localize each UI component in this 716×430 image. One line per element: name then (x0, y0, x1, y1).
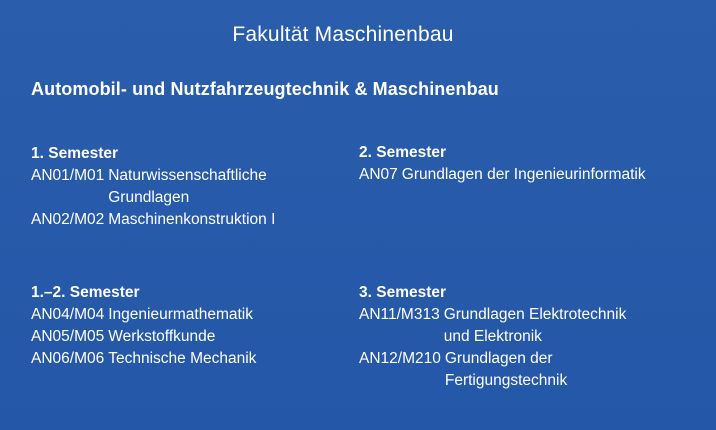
course-name (445, 348, 567, 392)
course-name: Technische Mechanik (108, 350, 257, 367)
course-code: AN05/M05 (31, 328, 105, 345)
semester-heading: 1. Semester (31, 145, 119, 162)
course-item (31, 348, 256, 370)
course-code: AN12/M210 (359, 350, 441, 367)
course-item (31, 209, 275, 231)
course-code: AN01/M01 (31, 167, 105, 184)
course-item (359, 348, 626, 392)
page-subtitle: Automobil- und Nutzfahrzeugtechnik & Maschinenbau (31, 79, 499, 99)
course-item (31, 326, 256, 348)
course-code: AN04/M04 (31, 306, 105, 323)
course-name-line1: Grundlagen der (444, 350, 553, 367)
page-title: Fakultät Maschinenbau (232, 23, 454, 46)
course-name (444, 304, 627, 348)
course-code: AN06/M06 (31, 350, 105, 367)
semester-block-3 (31, 282, 256, 370)
semester-heading: 1.–2. Semester (31, 284, 140, 301)
course-item (359, 164, 646, 186)
course-name-line2: Grundlagen (108, 189, 190, 206)
course-item (31, 165, 275, 209)
course-name-line2: Fertigungstechnik (444, 372, 568, 389)
semester-block-4 (359, 282, 626, 392)
course-code: AN11/M313 (359, 306, 440, 323)
semester-block-2 (359, 142, 646, 186)
course-name-line2: und Elektronik (443, 328, 542, 345)
semester-block-1 (31, 143, 275, 231)
course-name (108, 165, 267, 209)
course-name: Maschinenkonstruktion I (108, 211, 276, 228)
course-name-line1: Naturwissenschaftliche (108, 167, 267, 184)
course-name: Grundlagen der Ingenieurinformatik (401, 166, 646, 183)
course-item (359, 304, 626, 348)
course-item (31, 304, 256, 326)
course-code: AN02/M02 (31, 211, 105, 228)
course-name-line1: Grundlagen Elektrotechnik (443, 306, 627, 323)
course-name: Ingenieurmathematik (108, 306, 253, 323)
semester-heading: 2. Semester (359, 144, 447, 161)
course-code: AN07 (359, 166, 398, 183)
course-name: Werkstoffkunde (108, 328, 216, 345)
semester-heading: 3. Semester (359, 284, 447, 301)
